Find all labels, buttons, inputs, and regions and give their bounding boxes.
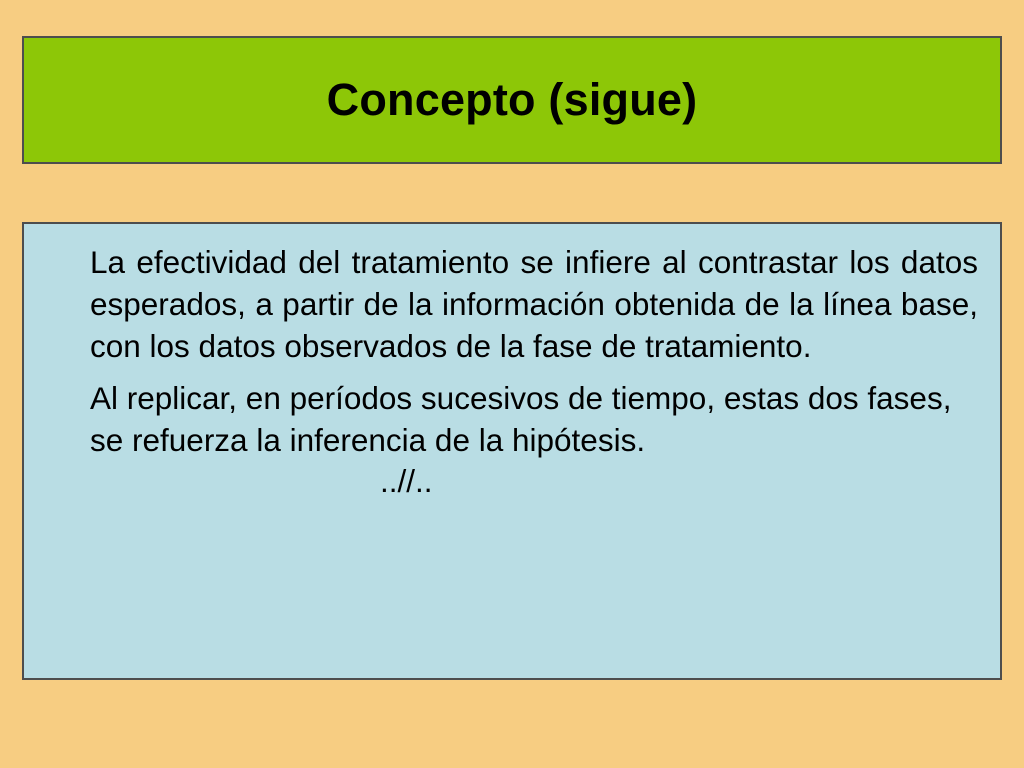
continuation-marker: ..//.. (380, 463, 433, 500)
slide-title-box (22, 36, 1002, 164)
page-title: Concepto (sigue) (326, 74, 698, 126)
body-paragraph-1: La efectividad del tratamiento se infiere al contrastar los datos esperados, a partir de la información obtenida de la línea base, con los datos observados de la fase de tratamiento. (90, 244, 978, 364)
body-paragraph-2-text: Al replicar, en períodos sucesivos de tiempo, estas dos fases, se refuerza la inferencia de la hipótesis. (90, 379, 952, 458)
slide-body-box (22, 222, 1002, 680)
body-paragraph-2 (46, 378, 978, 504)
